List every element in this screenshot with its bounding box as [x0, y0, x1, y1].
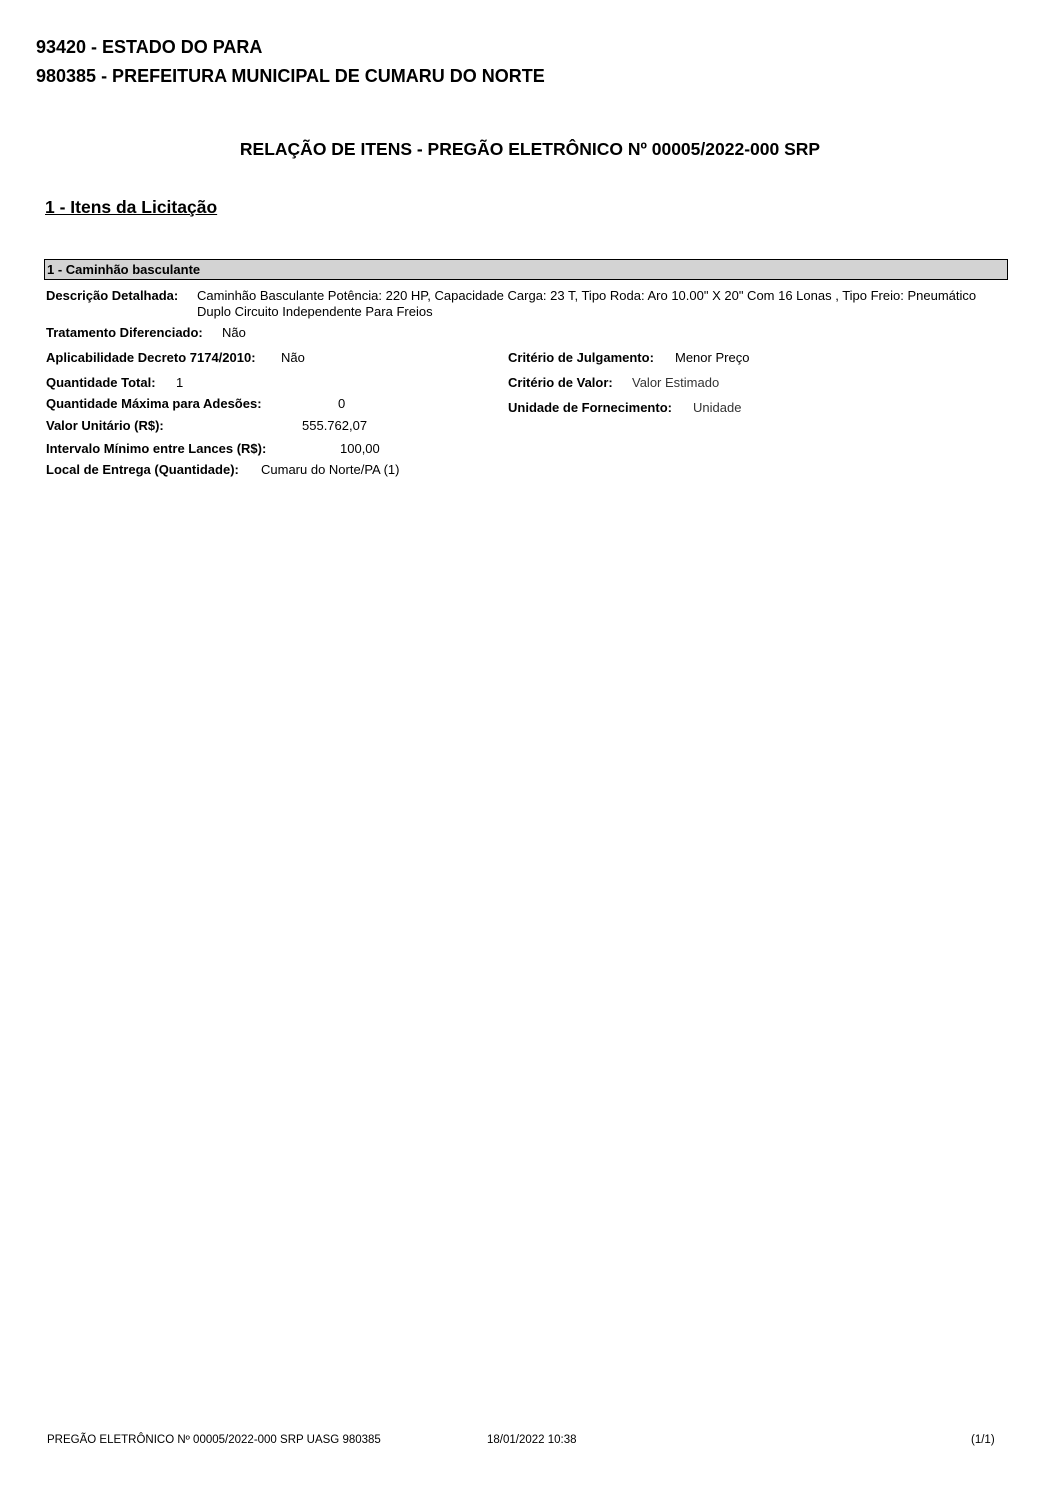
unidade-fornecimento-label: Unidade de Fornecimento: — [508, 400, 672, 415]
quantidade-maxima-value: 0 — [338, 396, 346, 411]
footer-datetime: 18/01/2022 10:38 — [487, 1434, 577, 1446]
unidade-fornecimento-value: Unidade — [693, 400, 742, 415]
org-prefeitura-line: 980385 - PREFEITURA MUNICIPAL DE CUMARU DO NORTE — [36, 66, 545, 86]
item-title: 1 - Caminhão basculante — [47, 262, 201, 277]
tratamento-label: Tratamento Diferenciado: — [46, 325, 203, 340]
intervalo-label: Intervalo Mínimo entre Lances (R$): — [46, 441, 267, 456]
tratamento-value: Não — [222, 325, 246, 340]
org-state-line: 93420 - ESTADO DO PARA — [36, 37, 263, 57]
criterio-valor-value: Valor Estimado — [632, 375, 720, 390]
valor-unitario-value: 555.762,07 — [302, 418, 368, 433]
criterio-julgamento-label: Critério de Julgamento: — [508, 350, 654, 365]
criterio-valor-label: Critério de Valor: — [508, 375, 613, 390]
quantidade-maxima-label: Quantidade Máxima para Adesões: — [46, 396, 262, 411]
description-label: Descrição Detalhada: — [46, 288, 179, 303]
section-heading: 1 - Itens da Licitação — [45, 197, 218, 217]
intervalo-value: 100,00 — [340, 441, 380, 456]
quantidade-total-value: 1 — [176, 375, 184, 390]
footer-reference: PREGÃO ELETRÔNICO Nº 00005/2022-000 SRP UASG 980385 — [47, 1434, 381, 1446]
criterio-julgamento-value: Menor Preço — [675, 350, 750, 365]
footer-page-number: (1/1) — [971, 1434, 995, 1446]
document-title: RELAÇÃO DE ITENS - PREGÃO ELETRÔNICO Nº 00005/2022-000 SRP — [239, 139, 821, 159]
item-header-bar — [44, 259, 1008, 280]
quantidade-total-label: Quantidade Total: — [46, 375, 156, 390]
aplicabilidade-label: Aplicabilidade Decreto 7174/2010: — [46, 350, 256, 365]
local-entrega-label: Local de Entrega (Quantidade): — [46, 462, 239, 477]
description-value: Caminhão Basculante Potência: 220 HP, Capacidade Carga: 23 T, Tipo Roda: Aro 10.00" X 20" Com 16 Lonas , Tipo Freio: Pneumático Duplo Circuito Independente Para Freios — [197, 288, 977, 319]
local-entrega-value: Cumaru do Norte/PA (1) — [261, 462, 400, 477]
aplicabilidade-value: Não — [281, 350, 305, 365]
valor-unitario-label: Valor Unitário (R$): — [46, 418, 164, 433]
